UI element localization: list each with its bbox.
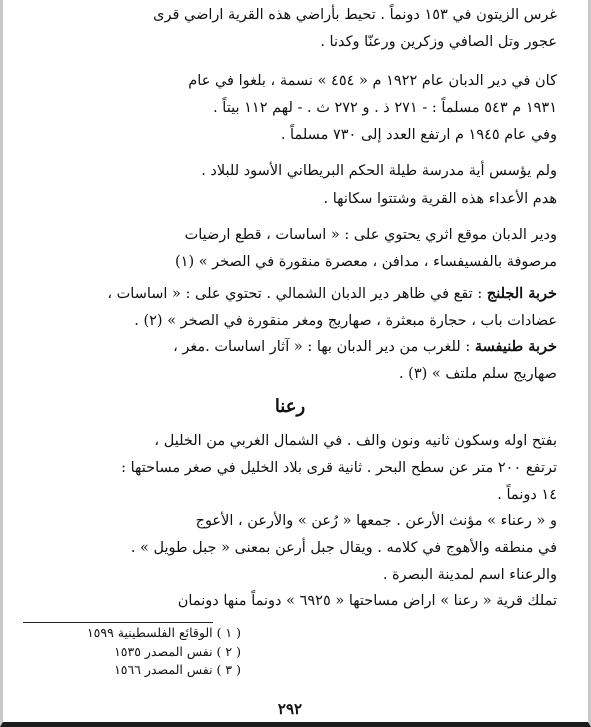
text-line: ولم يؤسس أية مدرسة طيلة الحكم البريطاني الأسود للبلاد . bbox=[201, 163, 557, 179]
text-line: ودير الدبان موقع اثري يحتوي على : « اساسات ، قطع ارضيات bbox=[184, 227, 557, 243]
text-line bbox=[23, 333, 557, 361]
text-line: ترتفع ٢٠٠ متر عن سطح البحر . ثانية قرى بلاد الخليل في صغر مساحتها : bbox=[121, 460, 557, 476]
text-line: غرس الزيتون في ١٥٣ دونماً . تحيط بأراضي هذه القرية اراضي قرى bbox=[153, 7, 557, 23]
text-line: عضادات باب ، حجارة مبعثرة ، صهاريج ومغر منقورة في الصخر » (٢) . bbox=[134, 313, 557, 329]
book-page bbox=[23, 0, 557, 727]
footnote-item: ( ١ ) الوقائع الفلسطينية ١٥٩٩ bbox=[86, 625, 241, 640]
text-line: هدم الأعداء هذه القرية وشتتوا سكانها . bbox=[323, 191, 557, 207]
text-line bbox=[23, 280, 557, 308]
paragraph-school bbox=[23, 158, 557, 185]
site-description: : للغرب من دير الدبان بها : « آثار اساسات .مغر ، bbox=[173, 339, 471, 355]
paragraph-demolition bbox=[23, 186, 557, 213]
text-line: ١٤ دونماً . bbox=[497, 487, 557, 503]
text-line: والرعناء اسم لمدينة البصرة . bbox=[382, 567, 557, 583]
text-line: وفي عام ١٩٤٥ م ارتفع العدد إلى ٧٣٠ مسلماً . bbox=[280, 127, 557, 143]
text-line: تملك قرية « رعنا » اراض مساحتها « ٦٩٢٥ » دونماً منها دونمان bbox=[177, 593, 557, 609]
text-line: صهاريج سلم ملتف » (٣) . bbox=[398, 366, 557, 382]
text-line: ١٩٣١ م ٥٤٣ مسلماً : - ٢٧١ ذ . و ٢٧٢ ث . - لهم ١١٢ بيتاً . bbox=[213, 100, 557, 116]
text-line: كان في دير الدبان عام ١٩٢٢ م « ٤٥٤ » نسمة ، بلغوا في عام bbox=[188, 73, 557, 89]
paragraph-location bbox=[23, 428, 557, 509]
footnote-item: ( ٢ ) نفس المصدر ١٥٣٥ bbox=[114, 643, 241, 659]
paragraph-etymology bbox=[23, 508, 557, 589]
text-line: بفتح اوله وسكون ثانيه ونون والف . في الشمال الغربي من الخليل ، bbox=[154, 433, 557, 449]
footnote-divider bbox=[23, 622, 213, 623]
text-line: عجور وتل الصافي وزكرين ورعنّا وكدنا . bbox=[320, 34, 557, 50]
site-description: : تقع في ظاهر دير الدبان الشمالي . تحتوي على : « اساسات ، bbox=[107, 286, 483, 302]
text-line: و « رعناء » مؤنث الأرعن . جمعها « رُعن » والأرعن ، الأعوج bbox=[195, 513, 557, 529]
paragraph-population bbox=[23, 68, 557, 149]
site-name: خربة الجلنج bbox=[486, 285, 557, 302]
paragraph-archaeology bbox=[23, 222, 557, 276]
section-heading: رعنا bbox=[274, 396, 306, 417]
paragraph-land bbox=[23, 588, 557, 615]
paragraph-khirbet-jalanj bbox=[23, 280, 557, 335]
footnote-item: ( ٣ ) نفس المصدر ١٥٦٦ bbox=[114, 662, 241, 677]
footnotes bbox=[41, 624, 241, 680]
text-line: في منطقه والأهوج في كلامه . ويقال جبل أرعن بمعنى « جبل طويل » . bbox=[130, 540, 557, 556]
site-name: خربة طنيفسة bbox=[474, 338, 557, 355]
paragraph-planting bbox=[23, 2, 557, 56]
text-line: مرصوفة بالفسيفساء ، مدافن ، معصرة منقورة في الصخر » (١) bbox=[174, 254, 557, 270]
paragraph-khirbet-tunaifsa bbox=[23, 333, 557, 388]
page-number: ٢٩٢ bbox=[277, 700, 303, 718]
